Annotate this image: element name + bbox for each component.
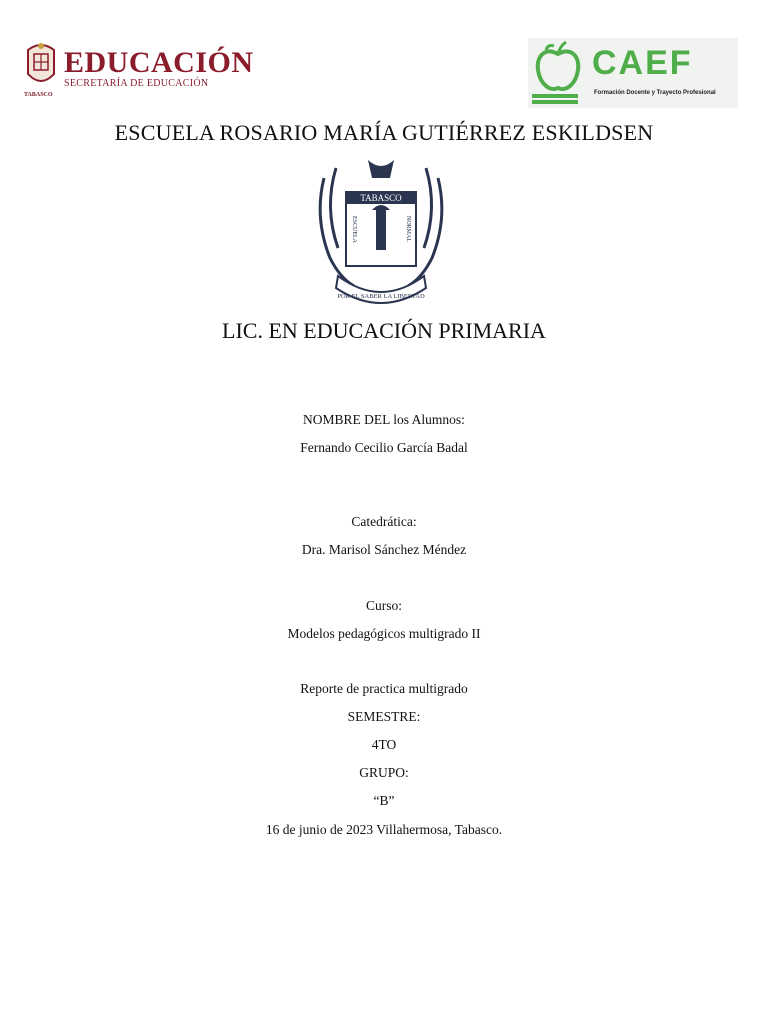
- students-label: NOMBRE DEL los Alumnos:: [303, 412, 465, 427]
- report-title: Reporte de practica multigrado: [300, 681, 468, 696]
- apple-books-icon: [530, 40, 586, 106]
- emblem-left-column: ESCUELA: [351, 216, 357, 243]
- tabasco-label: TABASCO: [24, 92, 53, 98]
- student-name: Fernando Cecilio García Badal: [300, 440, 468, 455]
- date-place: 16 de junio de 2023 Villahermosa, Tabasco.: [265, 822, 503, 837]
- teacher-name: Dra. Marisol Sánchez Méndez: [301, 542, 467, 557]
- group-label: GRUPO:: [359, 765, 409, 780]
- emblem-banner: TABASCO: [360, 193, 402, 203]
- escuela-normal-emblem-icon: [314, 158, 448, 312]
- school-name: ESCUELA ROSARIO MARÍA GUTIÉRREZ ESKILDSEN: [114, 120, 654, 145]
- caef-subtitle: Formación Docente y Trayecto Profesional: [594, 90, 716, 96]
- degree-title: LIC. EN EDUCACIÓN PRIMARIA: [222, 318, 546, 343]
- semester-value: 4TO: [371, 737, 397, 752]
- educacion-logo: [22, 38, 262, 102]
- emblem-right-column: NORMAL: [405, 216, 411, 243]
- tabasco-coat-of-arms-icon: [22, 40, 60, 92]
- semester-label: SEMESTRE:: [347, 709, 421, 724]
- caef-logo: [528, 38, 738, 108]
- emblem-motto: POR EL SABER LA LIBERTAD: [337, 293, 425, 300]
- teacher-label: Catedrática:: [351, 514, 417, 529]
- course-name: Modelos pedagógicos multigrado II: [287, 626, 481, 641]
- educacion-title: EDUCACIÓN: [64, 46, 254, 79]
- group-value: “B”: [373, 793, 395, 808]
- course-label: Curso:: [365, 598, 402, 613]
- caef-title: CAEF: [592, 44, 693, 82]
- secretaria-subtitle: SECRETARÍA DE EDUCACIÓN: [64, 78, 209, 89]
